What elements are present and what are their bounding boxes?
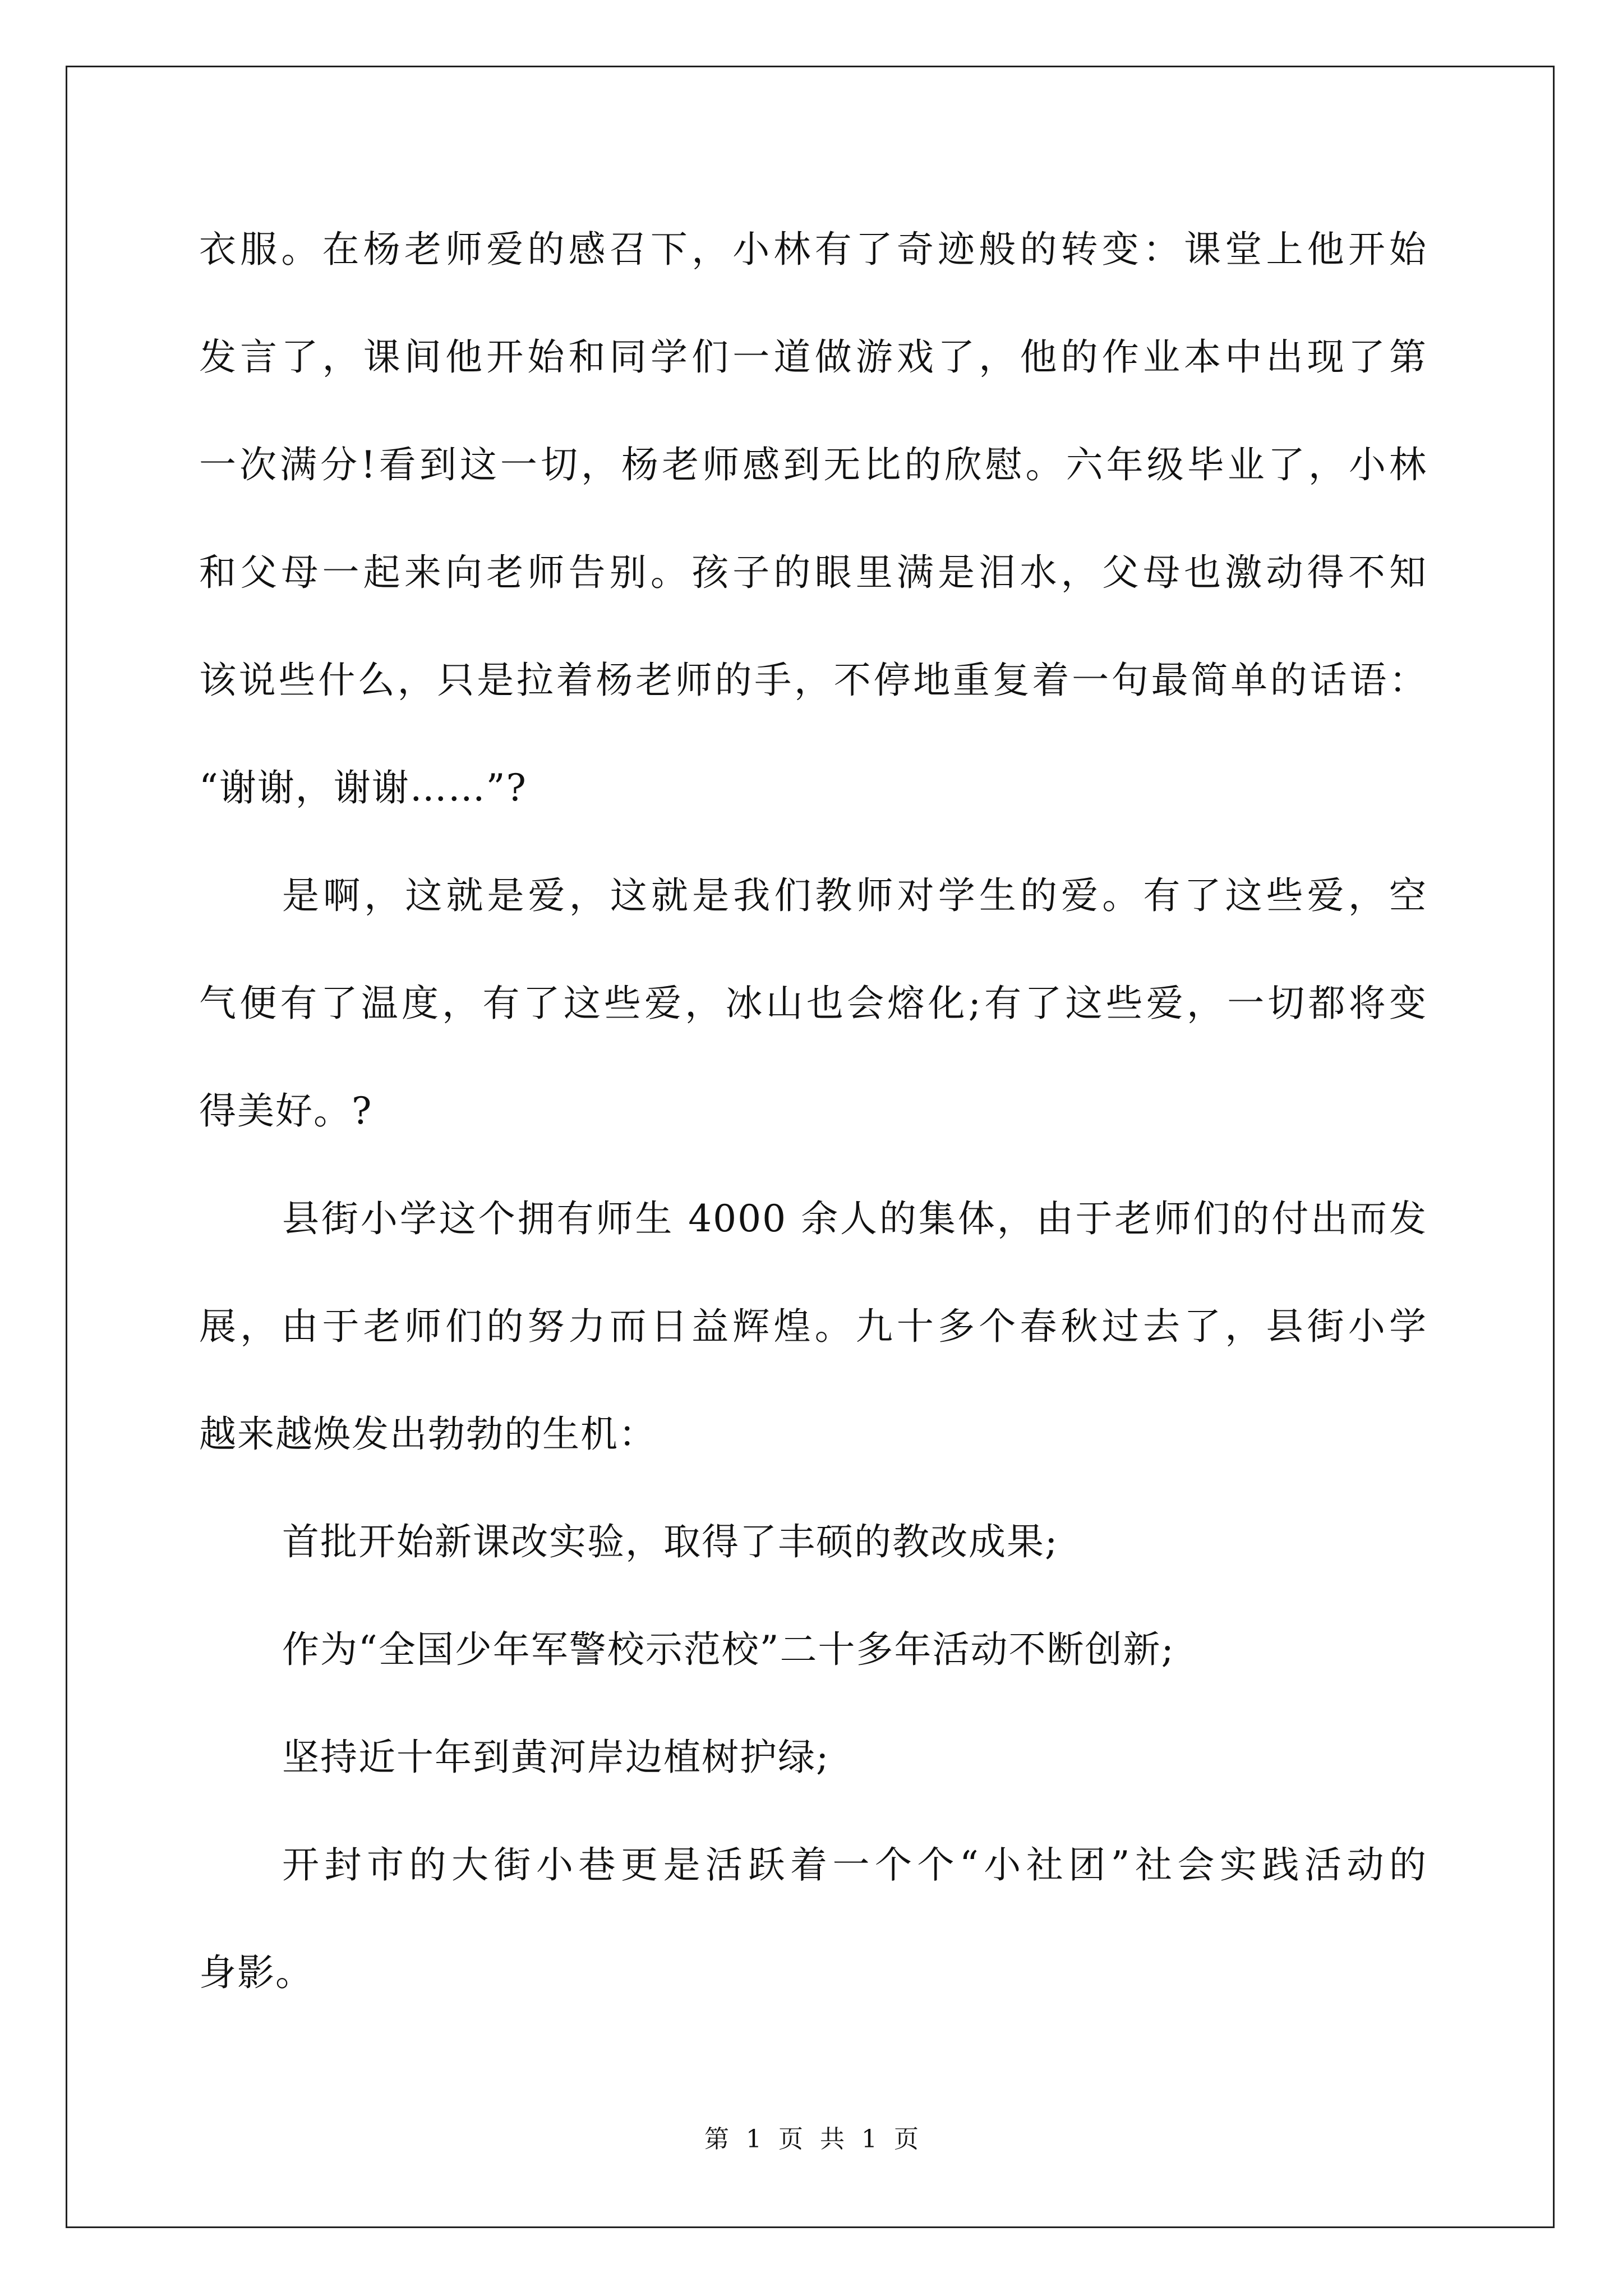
text-line: 得美好。? xyxy=(199,1089,373,1133)
text-line: 身影。 xyxy=(199,1951,313,1994)
text-line: 该说些什么，只是拉着杨老师的手，不停地重复着一句最简单的话语： xyxy=(199,659,1427,702)
text-line: 气便有了温度，有了这些爱，冰山也会熔化;有了这些爱，一切都将变 xyxy=(199,982,1427,1025)
paragraph-first-line: 县街小学这个拥有师生 4000 余人的集体，由于老师们的付出而发 xyxy=(282,1197,1427,1240)
text-line: 发言了，课间他开始和同学们一道做游戏了，他的作业本中出现了第 xyxy=(199,335,1427,379)
text-line: 一次满分!看到这一切，杨老师感到无比的欣慰。六年级毕业了，小林 xyxy=(199,443,1427,486)
paragraph-first-line: 是啊，这就是爱，这就是我们教师对学生的爱。有了这些爱，空 xyxy=(282,874,1427,917)
page-border xyxy=(66,66,1555,2228)
list-item: 作为“全国少年军警校示范校”二十多年活动不断创新; xyxy=(282,1628,1175,1671)
page-footer: 第 1 页 共 1 页 xyxy=(704,2125,919,2154)
paragraph-first-line: 开封市的大街小巷更是活跃着一个个“小社团”社会实践活动的 xyxy=(282,1843,1427,1887)
text-line: 衣服。在杨老师爱的感召下，小林有了奇迹般的转变：课堂上他开始 xyxy=(199,228,1427,271)
text-line: “谢谢，谢谢……”? xyxy=(199,766,527,809)
text-line: 和父母一起来向老师告别。孩子的眼里满是泪水，父母也激动得不知 xyxy=(199,551,1427,594)
text-line: 展，由于老师们的努力而日益辉煌。九十多个春秋过去了，县街小学 xyxy=(199,1305,1427,1348)
list-item: 首批开始新课改实验，取得了丰硕的教改成果; xyxy=(282,1520,1059,1563)
list-item: 坚持近十年到黄河岸边植树护绿; xyxy=(282,1736,830,1779)
text-line: 越来越焕发出勃勃的生机： xyxy=(199,1412,657,1456)
